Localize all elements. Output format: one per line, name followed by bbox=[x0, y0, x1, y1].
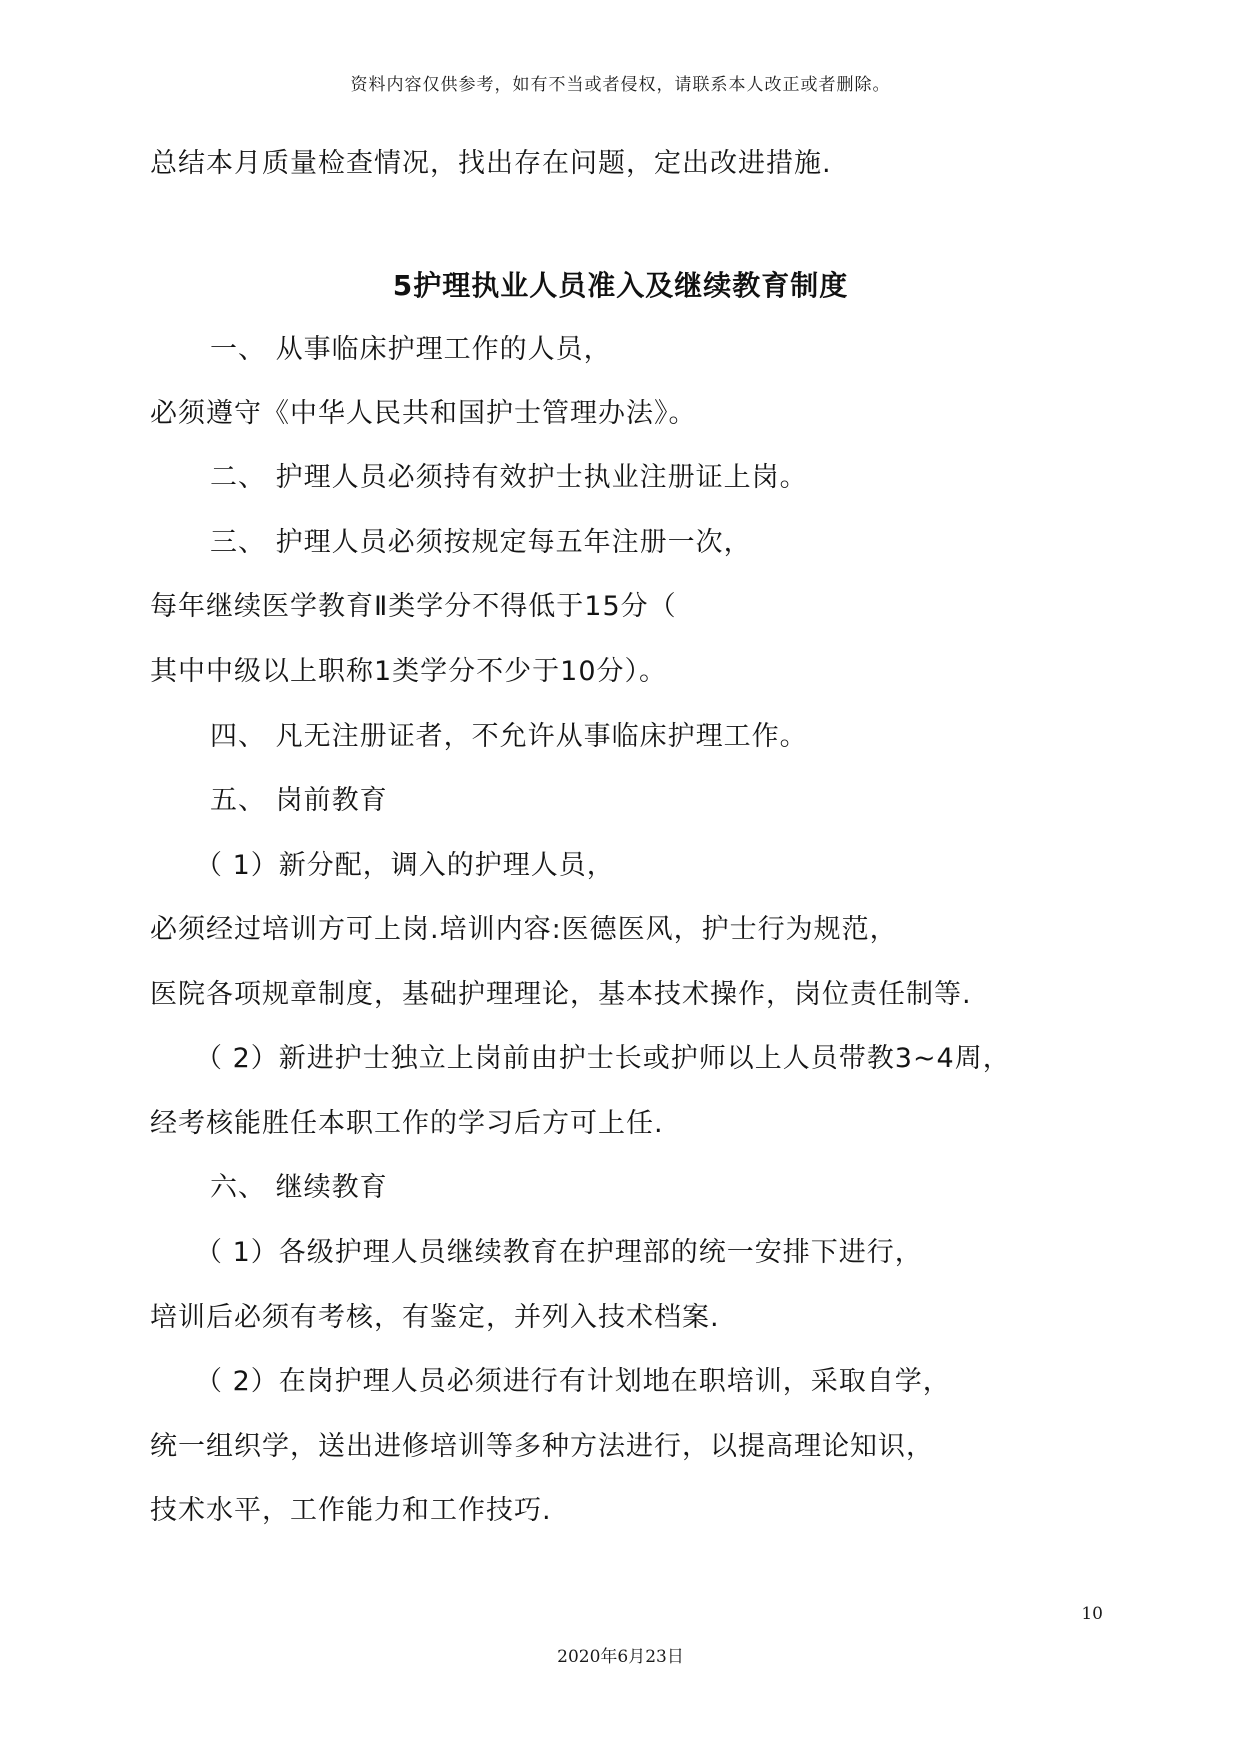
paragraph-line-2: 必须遵守《中华人民共和国护士管理办法》。 bbox=[150, 398, 697, 429]
paragraph-line-10: 必须经过培训方可上岗.培训内容:医德医风，护士行为规范， bbox=[150, 914, 898, 945]
paragraph-line-16: 培训后必须有考核，有鉴定，并列入技术档案. bbox=[150, 1302, 720, 1333]
paragraph-line-17: （ 2）在岗护理人员必须进行有计划地在职培训，采取自学， bbox=[195, 1366, 951, 1397]
paragraph-line-13: 经考核能胜任本职工作的学习后方可上任. bbox=[150, 1108, 664, 1139]
section-title: 5护理执业人员准入及继续教育制度 bbox=[392, 269, 849, 302]
footer-date: 2020年6月23日 bbox=[557, 1647, 684, 1667]
paragraph-line-4: 三、 护理人员必须按规定每五年注册一次， bbox=[210, 527, 752, 558]
paragraph-line-19: 技术水平，工作能力和工作技巧. bbox=[150, 1495, 552, 1526]
intro-line: 总结本月质量检查情况，找出存在问题，定出改进措施. bbox=[150, 148, 832, 179]
page-number: 10 bbox=[1081, 1604, 1103, 1624]
header-disclaimer: 资料内容仅供参考，如有不当或者侵权，请联系本人改正或者删除。 bbox=[350, 75, 891, 95]
paragraph-line-6: 其中中级以上职称1类学分不少于10分）。 bbox=[150, 656, 668, 687]
paragraph-line-7: 四、 凡无注册证者，不允许从事临床护理工作。 bbox=[210, 721, 808, 752]
paragraph-line-11: 医院各项规章制度，基础护理理论，基本技术操作，岗位责任制等. bbox=[150, 979, 972, 1010]
paragraph-line-8: 五、 岗前教育 bbox=[210, 785, 388, 816]
paragraph-line-18: 统一组织学，送出进修培训等多种方法进行，以提高理论知识， bbox=[150, 1431, 934, 1462]
paragraph-line-9: （ 1）新分配，调入的护理人员， bbox=[195, 850, 615, 881]
paragraph-line-12: （ 2）新进护士独立上岗前由护士长或护师以上人员带教3~4周， bbox=[195, 1043, 1011, 1074]
paragraph-line-1: 一、 从事临床护理工作的人员， bbox=[210, 334, 612, 365]
paragraph-line-5: 每年继续医学教育Ⅱ类学分不得低于15分（ bbox=[150, 591, 677, 622]
paragraph-line-3: 二、 护理人员必须持有效护士执业注册证上岗。 bbox=[210, 462, 808, 493]
paragraph-line-15: （ 1）各级护理人员继续教育在护理部的统一安排下进行， bbox=[195, 1237, 923, 1268]
paragraph-line-14: 六、 继续教育 bbox=[210, 1172, 388, 1203]
